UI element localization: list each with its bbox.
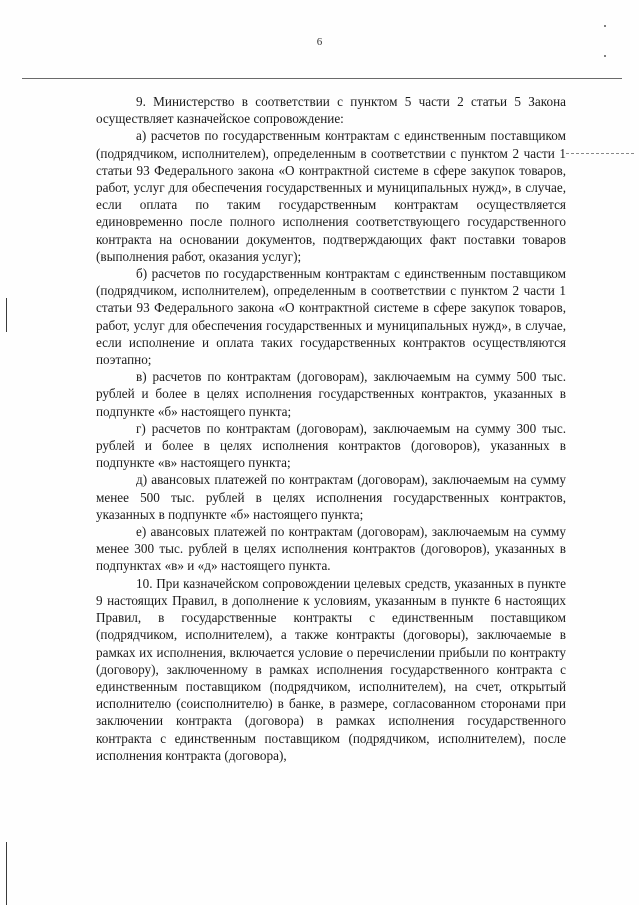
header-rule bbox=[22, 78, 622, 79]
scan-margin-mark bbox=[6, 298, 7, 332]
paragraph-9-a: а) расчетов по государственным контрактам с единственным поставщиком (подрядчиком, исполнителем), определенным в соответствии с пунктом 2 части 1 статьи 93 Федерального закона «О контрактной системе в сфере закупок товаров, работ, услуг для обеспечения государственных и муниципальных нужд», в случае, если оплата по таким государственным контрактам осуществляется единовременно после полного исполнения соответствующего государственного контракта на основании документов, подтверждающих факт поставки товаров (выполнения работ, оказания услуг); bbox=[96, 128, 566, 264]
scan-margin-mark bbox=[6, 842, 7, 905]
paragraph-9-d: д) авансовых платежей по контрактам (договорам), заключаемым на сумму менее 500 тыс. рублей в целях исполнения государственных контрактов, указанных в подпункте «б» настоящего пункта; bbox=[96, 472, 566, 522]
scan-speck bbox=[604, 55, 606, 57]
scan-speck bbox=[604, 25, 606, 27]
paragraph-9-g: г) расчетов по контрактам (договорам), заключаемым на сумму 300 тыс. рублей и более в целях исполнения контрактов (договоров), указанных в подпункте «в» настоящего пункта; bbox=[96, 420, 566, 471]
document-body bbox=[96, 93, 566, 764]
paragraph-9-b: б) расчетов по государственным контрактам с единственным поставщиком (подрядчиком, исполнителем), определенным в соответствии с пунктом 2 части 1 статьи 93 Федерального закона «О контрактной системе в сфере закупок товаров, работ, услуг для обеспечения государственных и муниципальных нужд», в случае, если исполнение и оплата таких государственных контрактов осуществляются поэтапно; bbox=[96, 266, 566, 368]
paragraph-9-v: в) расчетов по контрактам (договорам), заключаемым на сумму 500 тыс. рублей и более в целях исполнения государственных контрактов, указанных в подпункте «б» настоящего пункта; bbox=[96, 369, 566, 419]
paragraph-9-e: е) авансовых платежей по контрактам (договорам), заключаемым на сумму менее 300 тыс. рублей в целях исполнения контрактов (договоров), указанных в подпунктах «в» и «д» настоящего пункта. bbox=[96, 524, 566, 574]
page-number: 6 bbox=[316, 36, 323, 48]
paragraph-10: 10. При казначейском сопровождении целевых средств, указанных в пункте 9 настоящих Правил, в дополнение к условиям, указанным в пункте 6 настоящих Правил, в государственные контракты с единственным поставщиком (подрядчиком, исполнителем), а также контракты (договоры), заключаемые в рамках их исполнения, включается условие о перечислении прибыли по контракту (договору), заключенному в рамках исполнения государственного контракта с единственным поставщиком (подрядчиком, исполнителем), на счет, открытый исполнителю (соисполнителю) в банке, в размере, согласованном сторонами при заключении контракта (договора) в рамках исполнения государственного контракта с единственным поставщиком (подрядчиком, исполнителем), после исполнения контракта (договора), bbox=[96, 575, 566, 763]
scan-dash-mark bbox=[566, 153, 634, 154]
paragraph-9: 9. Министерство в соответствии с пунктом 5 части 2 статьи 5 Закона осуществляет казначейское сопровождение: bbox=[96, 94, 566, 127]
